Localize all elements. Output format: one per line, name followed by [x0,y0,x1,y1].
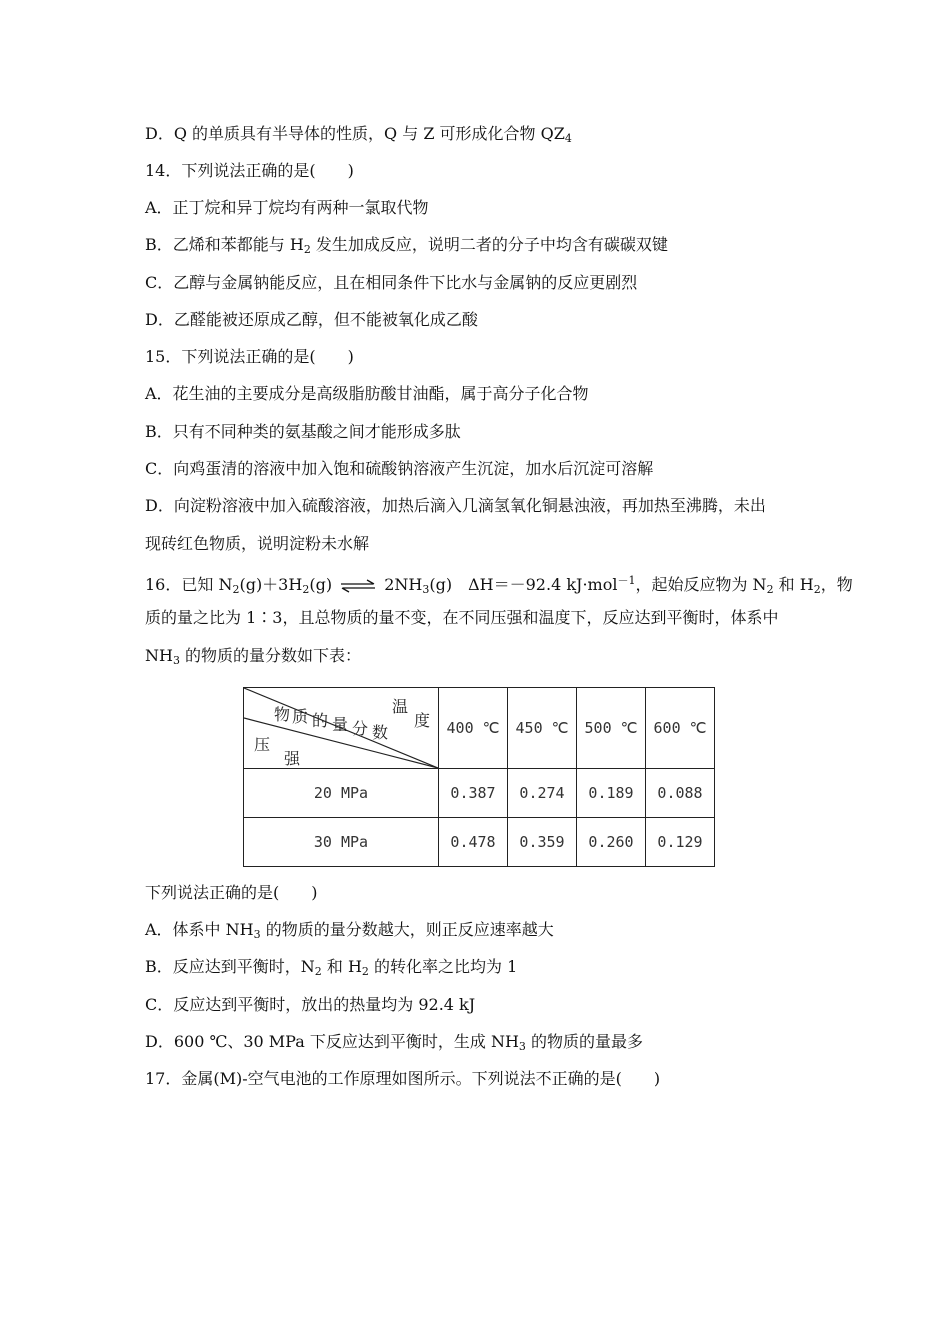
question-15-option-a: A．花生油的主要成分是高级脂肪酸甘油酯，属于高分子化合物 [145,384,589,403]
row-header: 20 MPa [244,769,439,818]
subscript: 3 [422,583,430,596]
text: A．体系中 NH [145,920,254,939]
question-16-stem-line3 [145,646,361,671]
text: 发生加成反应，说明二者的分子中均含有碳碳双键 [310,235,668,254]
question-17-stem: 17．金属(M)-空气电池的工作原理如图所示。下列说法不正确的是( ) [145,1069,661,1088]
corner-label-frac-5: 分 [352,719,369,738]
question-16-prompt: 下列说法正确的是( ) [145,883,318,902]
column-header: 500 ℃ [577,688,646,769]
superscript: －1 [617,574,636,587]
text: 的物质的量最多 [525,1032,643,1051]
table-cell: 0.260 [577,818,646,867]
subscript: 2 [303,243,311,256]
corner-label-temp-1: 温 [392,697,409,716]
column-header: 400 ℃ [439,688,508,769]
table-corner-header [244,688,439,769]
question-14-stem: 14．下列说法正确的是( ) [145,161,354,180]
table-cell: 0.274 [508,769,577,818]
corner-label-temp-2: 度 [414,711,431,730]
text: 16．已知 N [145,575,233,594]
corner-label-frac-3: 的 [312,711,329,730]
question-16-stem-line1 [145,571,853,600]
text: (g) ΔH＝－92.4 kJ·mol [429,575,618,594]
text: 和 H [321,957,362,976]
subscript: 2 [232,583,240,596]
question-15-option-d-line2: 现砖红色物质，说明淀粉未水解 [145,534,370,553]
question-16-option-a [145,920,554,945]
question-15-option-b: B．只有不同种类的氨基酸之间才能形成多肽 [145,422,461,441]
table-cell: 0.189 [577,769,646,818]
table-cell: 0.387 [439,769,508,818]
text: D．600 ℃、30 MPa 下反应达到平衡时，生成 NH [145,1032,519,1051]
text: NH [145,646,173,665]
corner-label-frac-4: 量 [332,715,349,734]
table-cell: 0.129 [646,818,715,867]
question-16-option-b [145,957,517,982]
table-row [244,769,715,818]
text: B．乙烯和苯都能与 H [145,235,304,254]
text: (g)＋3H [239,575,303,594]
question-15-option-d-line1: D．向淀粉溶液中加入硫酸溶液，加热后滴入几滴氢氧化铜悬浊液，再加热至沸腾，未出 [145,496,766,515]
subscript: 3 [172,654,180,667]
corner-label-frac-2: 质 [292,707,309,726]
text: 2NH [384,575,423,594]
corner-label-pressure-1: 压 [254,735,271,754]
corner-label-frac-6: 数 [372,723,389,742]
corner-label-pressure-2: 强 [284,749,301,768]
table-cell: 0.359 [508,818,577,867]
question-15-stem: 15．下列说法正确的是( ) [145,347,354,366]
table-cell: 0.088 [646,769,715,818]
text: 的物质的量分数越大，则正反应速率越大 [260,920,554,939]
row-header: 30 MPa [244,818,439,867]
equilibrium-arrow-icon [339,579,377,593]
subscript: 3 [253,928,261,941]
text: 的物质的量分数如下表： [179,646,362,665]
subscript: 2 [302,583,310,596]
question-14-option-a: A．正丁烷和异丁烷均有两种一氯取代物 [145,198,429,217]
text: ，物 [820,575,853,594]
question-16-option-c: C．反应达到平衡时，放出的热量均为 92.4 kJ [145,995,476,1014]
question-16-option-d [145,1032,643,1057]
subscript: 2 [314,965,322,978]
text: 的转化率之比均为 1 [368,957,518,976]
equilibrium-data-table [243,687,715,867]
question-15-option-c: C．向鸡蛋清的溶液中加入饱和硫酸钠溶液产生沉淀，加水后沉淀可溶解 [145,459,654,478]
subscript: 3 [518,1040,526,1053]
table-cell: 0.478 [439,818,508,867]
subscript: 2 [766,583,774,596]
column-header: 600 ℃ [646,688,715,769]
question-14-option-b [145,235,668,260]
text: 和 H [773,575,814,594]
column-header: 450 ℃ [508,688,577,769]
text: D．Q 的单质具有半导体的性质，Q 与 Z 可形成化合物 QZ [145,124,565,143]
subscript: 2 [361,965,369,978]
table-header-row [244,688,715,769]
subscript: 4 [564,132,572,145]
text: B．反应达到平衡时，N [145,957,315,976]
subscript: 2 [813,583,821,596]
question-14-option-d: D．乙醛能被还原成乙醇，但不能被氧化成乙酸 [145,310,478,329]
question-14-option-c: C．乙醇与金属钠能反应，且在相同条件下比水与金属钠的反应更剧烈 [145,273,638,292]
table-row [244,818,715,867]
text: (g) [309,575,333,594]
question-16-stem-line2: 质的量之比为 1∶3，且总物质的量不变，在不同压强和温度下，反应达到平衡时，体系中 [145,608,779,627]
option-13d [145,124,572,149]
corner-label-frac-1: 物 [274,705,291,724]
text: ，起始反应物为 N [635,575,767,594]
